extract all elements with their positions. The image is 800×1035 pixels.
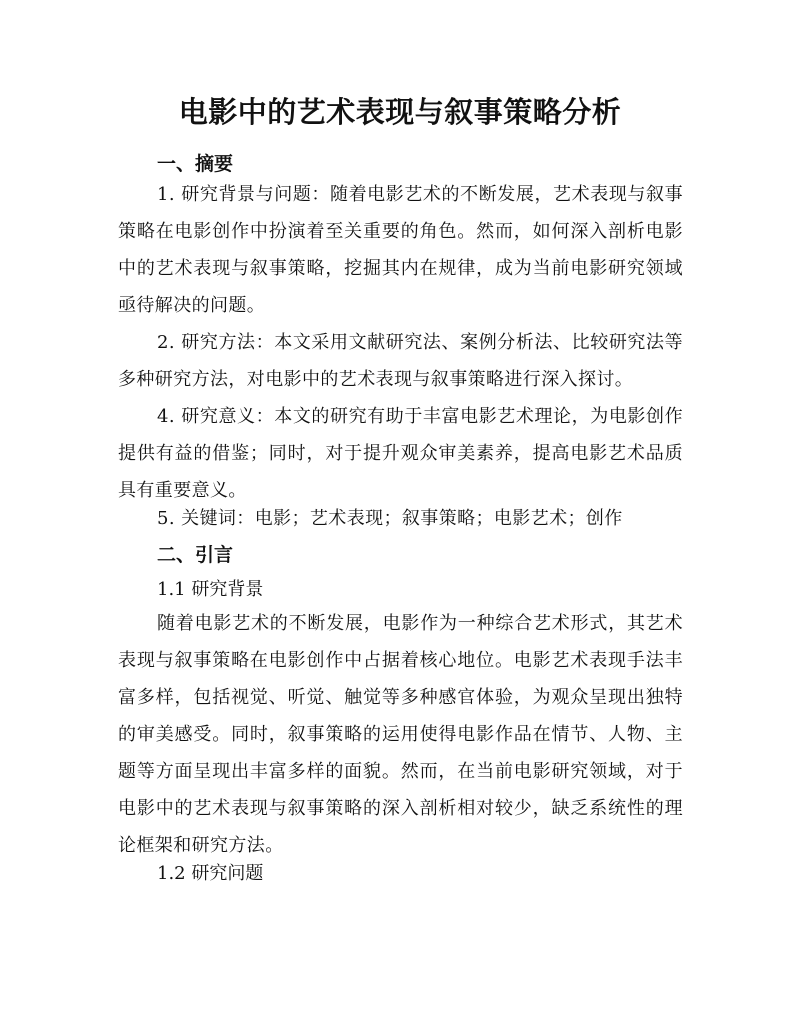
abstract-paragraph-keywords: 5. 关键词：电影；艺术表现；叙事策略；电影艺术；创作	[157, 508, 623, 529]
section-heading-abstract: 一、摘要	[157, 153, 234, 175]
abstract-paragraph-methods: 2. 研究方法：本文采用文献研究法、案例分析法、比较研究法等多种研究方法，对电影中的艺术表现与叙事策略进行深入探讨。	[118, 332, 683, 390]
subsection-heading-background: 1.1 研究背景	[157, 579, 264, 600]
subsection-heading-research-question: 1.2 研究问题	[157, 863, 264, 884]
introduction-paragraph: 随着电影艺术的不断发展，电影作为一种综合艺术形式，其艺术表现与叙事策略在电影创作中占据着核心地位。电影艺术表现手法丰富多样，包括视觉、听觉、触觉等多种感官体验，为观众呈现出独特的审美感受。同时，叙事策略的运用使得电影作品在情节、人物、主题等方面呈现出丰富多样的面貌。然而，在当前电影研究领域，对于电影中的艺术表现与叙事策略的深入剖析相对较少，缺乏系统性的理论框架和研究方法。	[118, 613, 683, 856]
document-title: 电影中的艺术表现与叙事策略分析	[178, 95, 622, 129]
section-heading-introduction: 二、引言	[157, 544, 234, 566]
abstract-paragraph-significance: 4. 研究意义：本文的研究有助于丰富电影艺术理论，为电影创作提供有益的借鉴；同时，对于提升观众审美素养，提高电影艺术品质具有重要意义。	[118, 406, 683, 501]
abstract-paragraph-background: 1. 研究背景与问题：随着电影艺术的不断发展，艺术表现与叙事策略在电影创作中扮演着至关重要的角色。然而，如何深入剖析电影中的艺术表现与叙事策略，挖掘其内在规律，成为当前电影研究领域亟待解决的问题。	[118, 184, 683, 316]
